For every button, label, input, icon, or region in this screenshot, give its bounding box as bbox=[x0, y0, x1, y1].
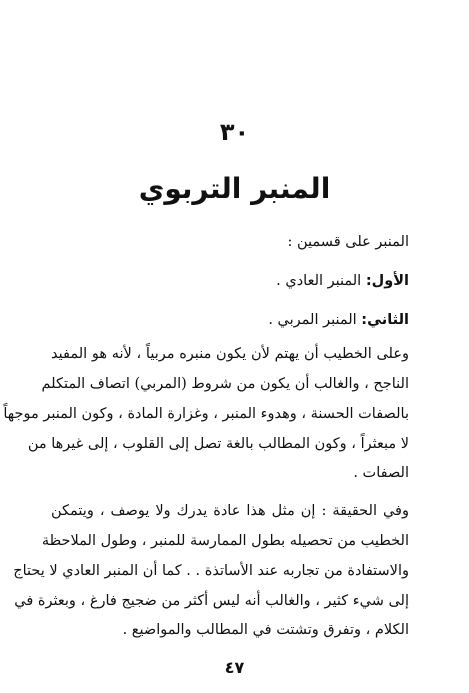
list-item-label: الأول: bbox=[365, 273, 409, 289]
paragraph-line: بالصفات الحسنة ، وهدوء المنبر ، وغزارة المادة ، وكون المنبر موجهاً bbox=[3, 406, 409, 422]
paragraph-line: الصفات . bbox=[353, 465, 409, 481]
list-item-text: المنبر العادي . bbox=[276, 273, 366, 289]
paragraph-line: الناجح ، والغالب أن يكون من شروط (المربي) اتصاف المتكلم bbox=[41, 376, 409, 392]
chapter-number: ٣٠ bbox=[219, 118, 250, 146]
paragraph-line: لا مبعثراً ، وكون المطالب بالغة تصل إلى القلوب ، إلى غيرها من bbox=[27, 436, 409, 452]
list-item-second bbox=[51, 312, 409, 328]
page-number: ٤٧ bbox=[224, 658, 245, 677]
paragraph-line: الخطيب من تحصيله بطول الممارسة للمنبر ، وطول الملاحظة bbox=[41, 533, 409, 549]
chapter-title: المنبر التربوي bbox=[138, 172, 331, 205]
list-item-first bbox=[51, 273, 409, 289]
paragraph-line: وعلى الخطيب أن يهتم لأن يكون منبره مربياً ، لأنه هو المفيد bbox=[51, 346, 409, 362]
paragraph-line: وفي الحقيقة : إن مثل هذا عادة يدرك ولا يوصف ، ويتمكن bbox=[51, 503, 409, 519]
paragraph-line: والاستفادة من تجاربه عند الأساتذة . . كما أن المنبر العادي لا يحتاج bbox=[13, 563, 409, 579]
paragraph-line: الكلام ، وتفرق وتشتت في المطالب والمواضيع . bbox=[122, 622, 409, 638]
list-item-text: المنبر المربي . bbox=[268, 312, 362, 328]
intro-line: المنبر على قسمين : bbox=[287, 234, 409, 250]
paragraph-line: إلى شيء كثير ، والغالب أنه ليس أكثر من ضجيج فارغ ، وبعثرة في bbox=[14, 593, 409, 609]
list-item-label: الثاني: bbox=[361, 312, 409, 328]
